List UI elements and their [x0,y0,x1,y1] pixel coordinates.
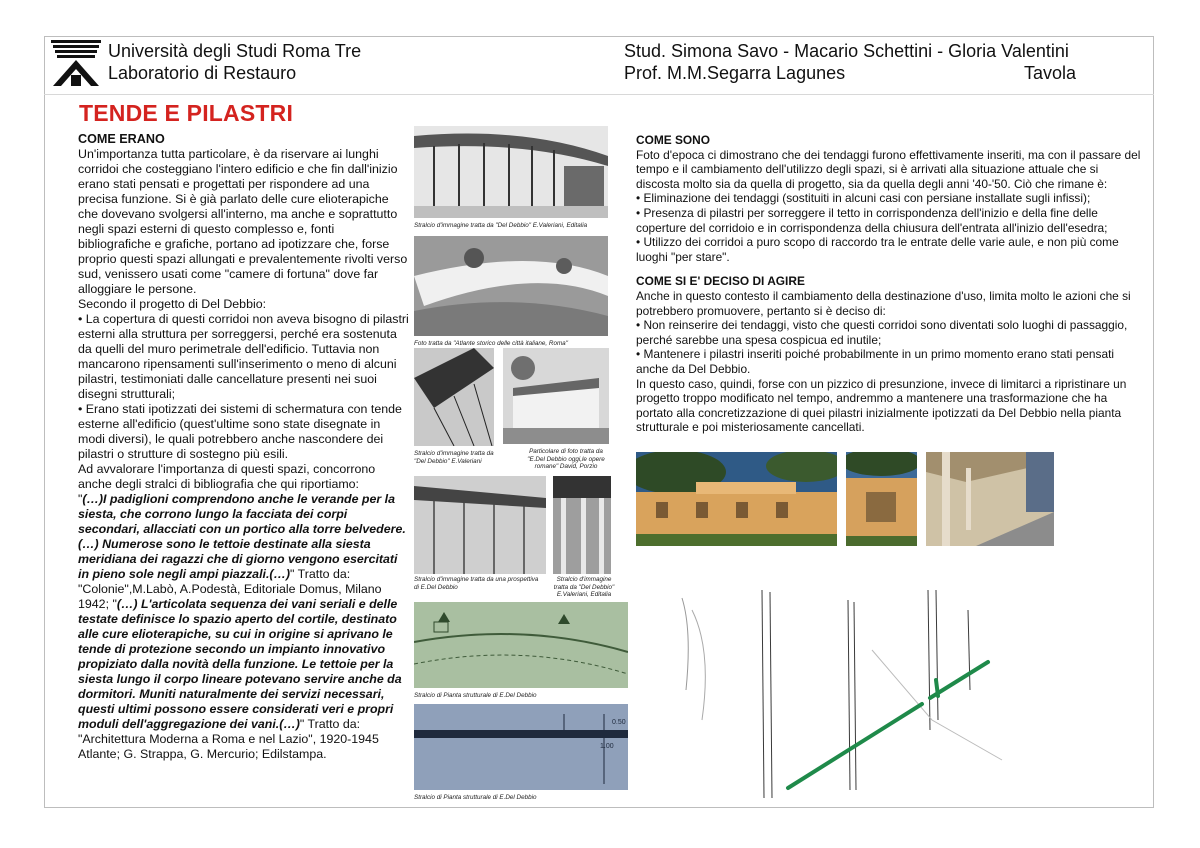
historic-image-awning [414,348,494,446]
image-caption: Stralcio di Pianta strutturale di E.Del Debbio [414,692,537,699]
image-caption: Stralcio d'immagine tratta da "Del Debbio" E.Valeriani [414,450,494,465]
structural-plan-excerpt-1 [414,602,628,688]
bullet-item: • Non reinserire dei tendaggi, visto che questi corridoi sono diventati solo luoghi di passaggio, perché sarebbe una spesa cospicua ed inutile; [636,318,1128,347]
bullet-item: • Presenza di pilastri per sorreggere il tetto in corrispondenza dell'inizio e della fine delle coperture del corridoio e in corrispondenza della chiusura dell'entrata all'inizio dell'esedra; [636,205,1108,235]
quote-source: " Tratto da: "Architettura Moderna a Roma e nel Lazio", 1920-1945 Atlante; G. Strappa, G. Mercurio; Edilstampa. [78,717,379,761]
bullet-item: • Utilizzo dei corridoi a puro scopo di raccordo tra le entrate delle varie aule, e non più come luoghi "per stare". [636,235,1119,264]
university-name: Università degli Studi Roma Tre [108,41,362,61]
current-photo-building [636,452,837,546]
paragraph: Ad avvalorare l'importanza di questi spazi, concorrono anche degli stralci di bibliografia che qui riportiamo: [78,462,376,491]
dimension-label: 1.00 [600,743,614,750]
university-logo [51,40,101,86]
historic-photo-building [503,348,609,444]
corridor-pillars-sketch [672,570,1022,798]
perspective-drawing [414,476,546,574]
quote-text: (…)I padiglioni comprendono anche le verande per la siesta, che corrono lungo la facciata dei corpi secondari, allacciati con un portico alla torre belvedere.(…) Numerose sono le tettoie destinate alla siesta meridiana dei ragazzi che di giorno vengono esercitati in pieno sole negli ampi piazzali.(…) [78,492,406,581]
image-caption: Stralcio di Pianta strutturale di E.Del Debbio [414,794,537,801]
paragraph: Secondo il progetto di Del Debbio: [78,297,267,311]
paragraph: Foto d'epoca ci dimostrano che dei tendaggi furono effettivamente inseriti, ma con il passare del tempo e il cambiamento dell'utilizzo degli spazi, si è arrivati alla situazione attuale che si discosta molto sia da quella di progetto, sia da quella degli anni '40-'50. Ciò che rimane è: [636,147,1141,191]
bullet-item: • La copertura di questi corridoi non aveva bisogno di pilastri esterni alla struttura per sorreggersi, perché era sostenuta da quelli del muro perimetrale dell'edificio. Tuttavia non mancarono ripensamenti sull'inserimento o meno di alcuni pilastri, testimoniati dalle cancellature presenti nei suoi disegni strutturali; [78,312,409,401]
quote-source: " Tratto da: "Colonie",M.Labò, A.Podestà, Editoriale Domus, Milano 1942; " [78,567,382,611]
paragraph: Un'importanza tutta particolare, è da riservare ai lunghi corridoi che costeggiano l'intero edificio e che fin dall'inizio erano stati pensati e progettati per rispondere ad una precisa funzione. Si è già parlato delle cure elioterapiche che dovevano svolgersi all'interno, ma anche e soprattutto negli spazi esterni di questo complesso e, fonti bibliografiche e grafiche, portano ad ipotizzare che, forse proprio questi spazi allungati e prevalentemente rivolti verso sud, venissero usati come "camere di fortuna" dove far alloggiare le persone. [78,147,408,296]
professor-name: Prof. M.M.Segarra Lagunes [624,63,846,83]
current-photo-corridor [926,452,1054,546]
historic-photo-colonnade [414,126,608,218]
bullet-item: • Mantenere i pilastri inseriti poiché probabilmente in un primo momento erano stati pensati anche da Del Debbio. [636,347,1115,376]
image-caption: Stralcio d'immagine tratta da "Del Debbio" E.Valeriani, Editalia [553,576,615,598]
dimension-label: 0.50 [612,719,626,726]
bullet-item: • Erano stati ipotizzati dei sistemi di schermatura con tende esterne all'edificio (quest'ultime sono state disegnate in modi diversi), le quali potrebbero anche nascondere dei pilastri o strutture di sostegno più esili. [78,402,402,461]
bullet-item: • Eliminazione dei tendaggi (sostituiti in alcuni casi con persiane installate sugli infissi); [636,191,1091,206]
quotation-block: "(…)I padiglioni comprendono anche le verande per la siesta, che corrono lungo la facciata dei corpi secondari, allacciati con un portico alla torre belvedere.(…) Numerose sono le tettoie destinate alla siesta meridiana dei ragazzi che di giorno vengono esercitati in pieno sole negli ampi piazzali.(…)" Tratto da: "Colonie",M.Labò, A.Podestà, Editoriale Domus, Milano 1942; "(…) L'articolata sequenza dei vani seriali e delle testate definisce lo spazio aperto del cortile, destinato alle cure elioterapiche, su cui in origine si aprivano le tende di protezione secondo un impianto innovativo propiziato dalla novità della funzione. Le tettoie per la siesta lungo il corpo lineare potevano servire anche da dormitori. Muniti naturalmente dei servizi necessari, questi ultimi possono essere considerati veri e propri moduli dell'aggregazione dei vani.(…)" Tratto da: "Architettura Moderna a Roma e nel Lazio", 1920-1945 Atlante; G. Strappa, G. Mercurio; Edilstampa. [78,492,406,761]
image-caption: Particolare di foto tratta da "E.Del Debbio oggi,le opere romane" David, Porzio [527,448,605,470]
section-heading-come-erano: COME ERANO [78,132,165,146]
students-names: Stud. Simona Savo - Macario Schettini - Gloria Valentini [624,41,1069,61]
left-text-column [78,132,410,762]
page-title: TENDE E PILASTRI [79,100,294,126]
lab-name: Laboratorio di Restauro [108,63,297,83]
current-photo-entrance [846,452,917,546]
university-name-block [108,40,361,84]
right-text-column [636,133,1144,435]
structural-plan-excerpt-2 [414,704,628,790]
image-caption: Stralcio d'immagine tratta da "Del Debbio" E.Valeriani, Editalia [414,222,588,229]
paragraph: In questo caso, quindi, forse con un pizzico di presunzione, invece di limitarci a ripristinare un progetto troppo modificato nel tempo, andremmo a mantenere una trasformazione che ha portato alla concretizzazione di quei pilastri inizialmente ipotizzati da Del Debbio nella pianta strutturale e poi misteriosamente cancellati. [636,376,1127,435]
historic-photo-columns [553,476,611,574]
section-heading-come-agire: COME SI E' DECISO DI AGIRE [636,274,805,289]
historic-photo-aerial [414,236,608,336]
section-heading-come-sono: COME SONO [636,133,710,147]
quote-text: (…) L'articolata sequenza dei vani seriali e delle testate definisce lo spazio aperto del cortile, destinato alle cure elioterapiche, su cui in origine si aprivano le tende di protezione secondo un impianto innovativo propiziato dalla novità della funzione. Le tettoie per la siesta lungo il corpo lineare potevano servire anche da dormitori. Muniti naturalmente dei servizi necessari, questi ultimi possono essere considerati veri e propri moduli dell'aggregazione dei vani.(…) [78,597,402,731]
sheet-label: Tavola [1024,63,1077,83]
paragraph: Anche in questo contesto il cambiamento della destinazione d'uso, limita molto le azioni che si potrebbero promuovere, pertanto si è deciso di: [636,288,1131,318]
header-divider [44,94,1154,95]
image-caption: Foto tratta da "Atlante storico delle città italiane, Roma" [414,340,568,347]
image-caption: Stralcio d'immagine tratta da una prospettiva di E.Del Debbio [414,576,539,591]
